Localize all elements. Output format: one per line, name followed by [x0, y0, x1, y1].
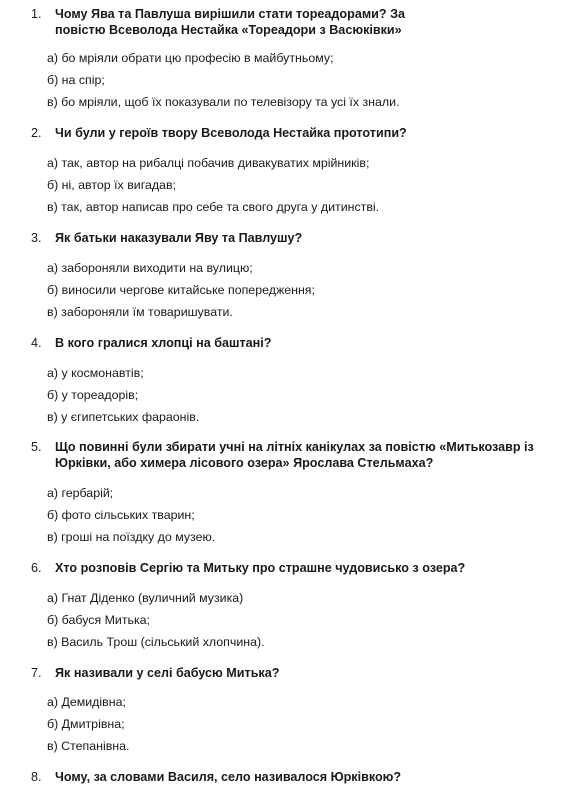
- question-6: [31, 560, 576, 576]
- question-number: 3.: [31, 231, 42, 245]
- option-c: в) бо мріяли, щоб їх показували по телевізору та усі їх знали.: [47, 95, 400, 109]
- question-number: 5.: [31, 440, 42, 454]
- option-b: б) Дмитрівна;: [47, 717, 125, 731]
- option-c: в) у єгипетських фараонів.: [47, 410, 200, 424]
- option-b: б) виносили чергове китайське попередження;: [47, 283, 315, 297]
- question-4: [31, 335, 576, 351]
- question-number: 8.: [31, 770, 42, 784]
- question-text: Як називали у селі бабусю Митька?: [55, 666, 280, 680]
- option-b: б) фото сільських тварин;: [47, 508, 195, 522]
- option-a: а) у космонавтів;: [47, 366, 144, 380]
- option-b: б) на спір;: [47, 73, 105, 87]
- option-c: в) Степанівна.: [47, 739, 130, 753]
- option-a: а) Гнат Діденко (вуличний музика): [47, 591, 244, 605]
- question-number: 2.: [31, 126, 42, 140]
- question-3: [31, 230, 576, 246]
- option-c: в) гроші на поїздку до музею.: [47, 530, 216, 544]
- option-b: б) у тореадорів;: [47, 388, 139, 402]
- question-number: 6.: [31, 561, 42, 575]
- option-a: а) гербарій;: [47, 486, 114, 500]
- question-text: Чому, за словами Василя, село називалося Юрківкою?: [55, 770, 402, 784]
- option-a: а) Демидівна;: [47, 695, 126, 709]
- option-a: а) так, автор на рибалці побачив дивакуватих мрійників;: [47, 156, 370, 170]
- question-text: Як батьки наказували Яву та Павлушу?: [55, 231, 303, 245]
- question-text: Чому Ява та Павлуша вирішили стати тореадорами? За повістю Всеволода Нестайка «Тореадори з Васюківки»: [55, 7, 405, 37]
- question-number: 7.: [31, 666, 42, 680]
- question-1: [31, 6, 576, 38]
- option-a: а) забороняли виходити на вулицю;: [47, 261, 253, 275]
- question-text: В кого гралися хлопці на баштані?: [55, 336, 272, 350]
- question-2: [31, 125, 576, 141]
- question-text: Що повинні були збирати учні на літніх канікулах за повістю «Митькозавр із Юрківки, або химера лісового озера» Ярослава Стельмаха?: [55, 440, 534, 470]
- question-number: 4.: [31, 336, 42, 350]
- question-5: [31, 439, 576, 471]
- option-b: б) ні, автор їх вигадав;: [47, 178, 176, 192]
- question-text: Чи були у героїв твору Всеволода Нестайка прототипи?: [55, 126, 407, 140]
- question-7: [31, 665, 576, 681]
- option-a: а) бо мріяли обрати цю професію в майбутньому;: [47, 51, 334, 65]
- question-number: 1.: [31, 7, 42, 21]
- question-text: Хто розповів Сергію та Митьку про страшне чудовисько з озера?: [55, 561, 466, 575]
- option-c: в) Василь Трош (сільський хлопчина).: [47, 635, 265, 649]
- option-c: в) забороняли їм товаришувати.: [47, 305, 233, 319]
- option-b: б) бабуся Митька;: [47, 613, 150, 627]
- question-8: [31, 769, 576, 785]
- option-c: в) так, автор написав про себе та свого друга у дитинстві.: [47, 200, 380, 214]
